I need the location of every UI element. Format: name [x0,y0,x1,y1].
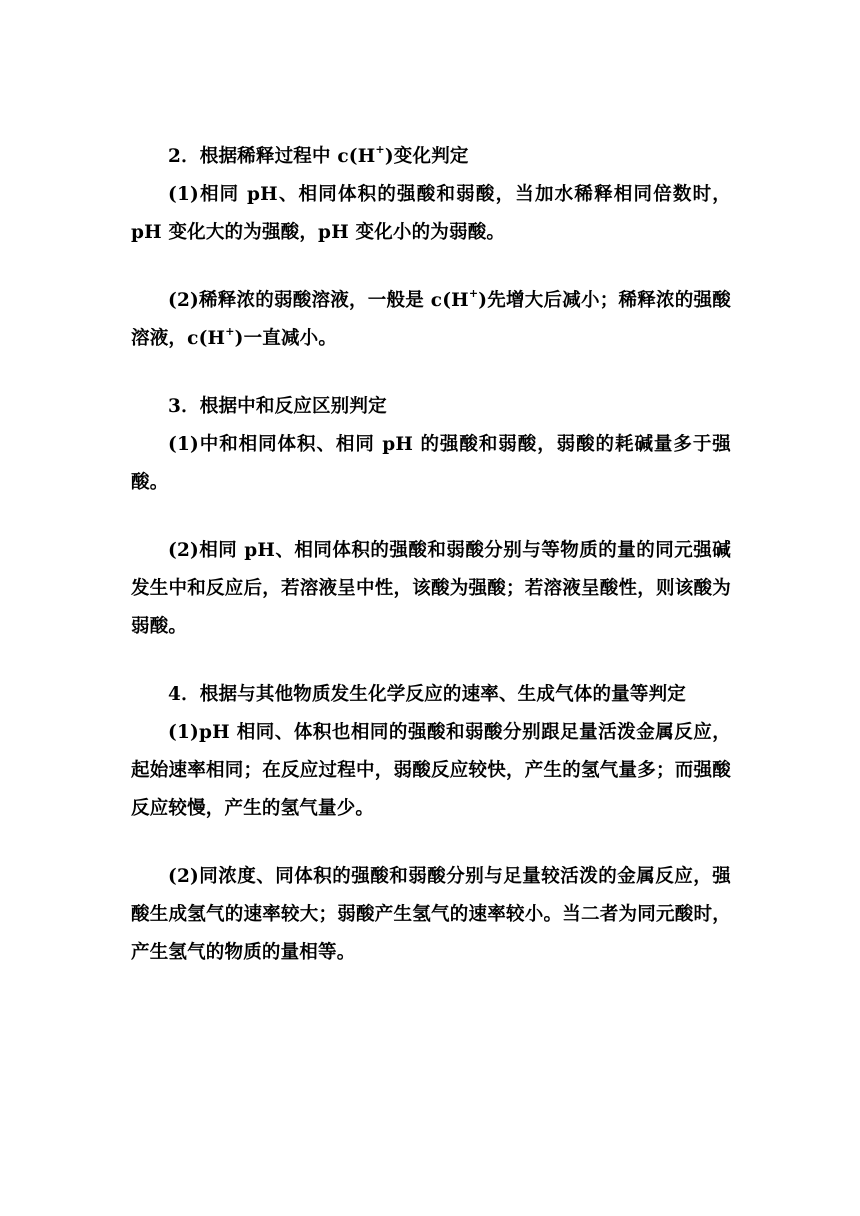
paragraph-gap [131,502,731,532]
section-2-heading: 2．根据稀释过程中 c(H+)变化判定 [168,142,469,167]
document-body [131,138,731,972]
section-4-item-1: (1)pH 相同、体积也相同的强酸和弱酸分别跟足量活泼金属反应，起始速率相同；在反应过程中，弱酸反应较快，产生的氢气量多；而强酸反应较慢，产生的氢气量少。 [131,722,731,819]
paragraph-gap [131,828,731,858]
section-4-item-2: (2)同浓度、同体积的强酸和弱酸分别与足量较活泼的金属反应，强酸生成氢气的速率较大；弱酸产生氢气的速率较小。当二者为同元酸时，产生氢气的物质的量相等。 [131,866,731,963]
section-3-item-2: (2)相同 pH、相同体积的强酸和弱酸分别与等物质的量的同元强碱发生中和反应后，若溶液呈中性，该酸为强酸；若溶液呈酸性，则该酸为弱酸。 [131,540,731,637]
section-3-heading: 3．根据中和反应区别判定 [168,396,387,417]
paragraph-gap [131,646,731,676]
section-3-item-1: (1)中和相同体积、相同 pH 的强酸和弱酸，弱酸的耗碱量多于强酸。 [131,434,731,493]
section-2-item-2: (2)稀释浓的弱酸溶液，一般是 c(H+)先增大后减小；稀释浓的强酸溶液，c(H+)一直减小。 [131,286,731,349]
paragraph-gap [131,358,731,388]
section-4-heading: 4．根据与其他物质发生化学反应的速率、生成气体的量等判定 [168,684,686,705]
section-2-item-1: (1)相同 pH、相同体积的强酸和弱酸，当加水稀释相同倍数时，pH 变化大的为强酸，pH 变化小的为弱酸。 [131,184,731,243]
paragraph-gap [131,252,731,282]
